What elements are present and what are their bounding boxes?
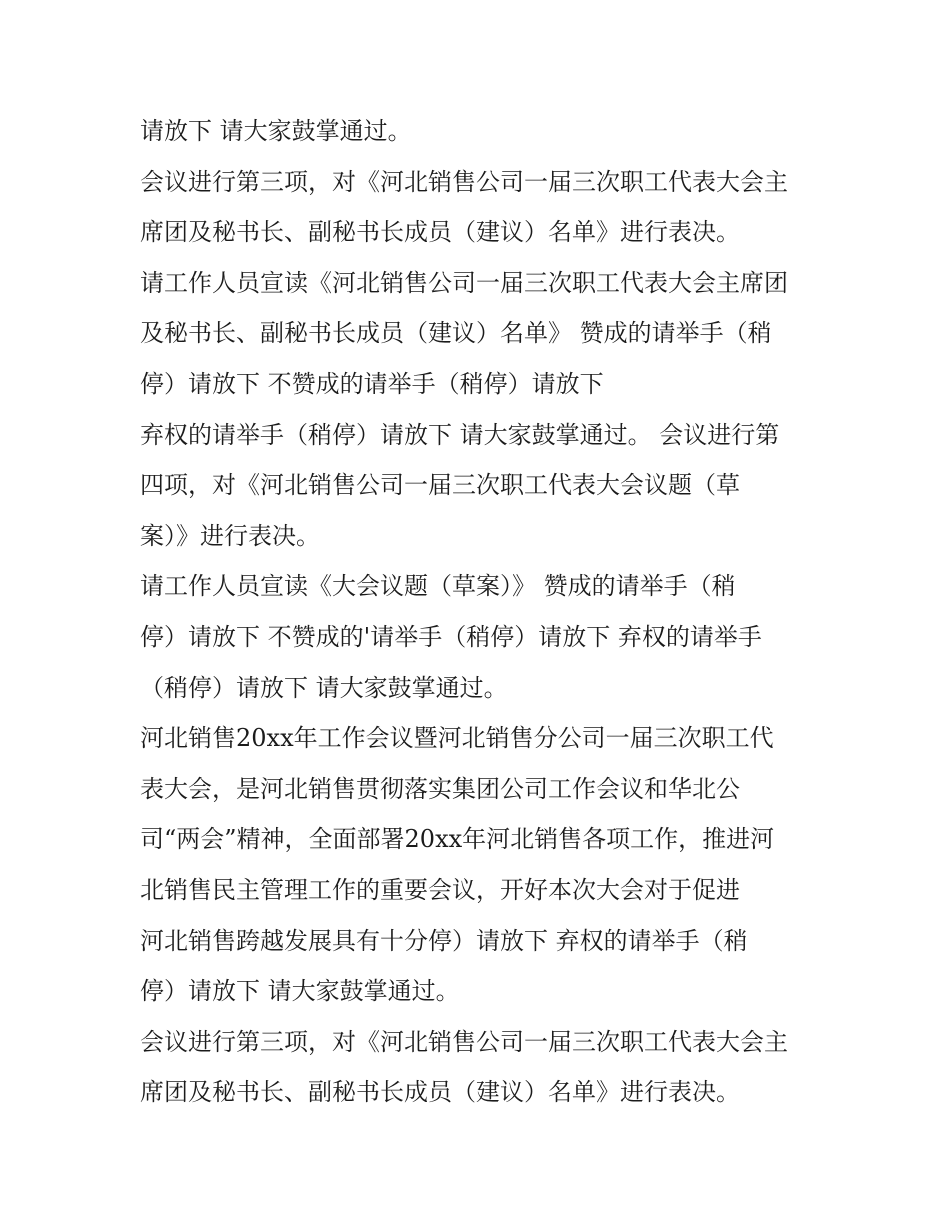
document-body xyxy=(140,106,830,1118)
text-line-17: 河北销售跨越发展具有十分停）请放下 弃权的请举手（稍 xyxy=(140,926,748,955)
text-line-18: 停）请放下 请大家鼓掌通过。 xyxy=(140,977,460,1006)
text-line-14: 表大会，是河北销售贯彻落实集团公司工作会议和华北公 xyxy=(140,774,740,803)
text-line-20: 席团及秘书长、副秘书长成员（建议）名单》进行表决。 xyxy=(140,1078,740,1107)
text-line-6: 停）请放下 不赞成的请举手（稍停）请放下 xyxy=(140,369,604,398)
text-line-10: 请工作人员宣读《大会议题（草案）》 赞成的请举手（稍 xyxy=(140,572,736,601)
text-line-16: 北销售民主管理工作的重要会议，开好本次大会对于促进 xyxy=(140,875,740,904)
text-line-11: 停）请放下 不赞成的'请举手（稍停）请放下 弃权的请举手 xyxy=(140,622,762,651)
text-line-19: 会议进行第三项，对《河北销售公司一届三次职工代表大会主 xyxy=(140,1027,788,1056)
text-line-5: 及秘书长、副秘书长成员（建议）名单》 赞成的请举手（稍 xyxy=(140,319,772,348)
text-line-9: 案）》进行表决。 xyxy=(140,521,320,550)
text-line-1: 请放下 请大家鼓掌通过。 xyxy=(140,117,412,145)
text-line-7: 弃权的请举手（稍停）请放下 请大家鼓掌通过。 会议进行第 xyxy=(140,420,780,449)
text-line-15: 司“两会”精神，全面部署20xx年河北销售各项工作，推进河 xyxy=(140,825,775,854)
text-line-3: 席团及秘书长、副秘书长成员（建议）名单》进行表决。 xyxy=(140,218,740,247)
text-line-2: 会议进行第三项，对《河北销售公司一届三次职工代表大会主 xyxy=(140,167,788,196)
text-line-13: 河北销售20xx年工作会议暨河北销售分公司一届三次职工代 xyxy=(140,724,774,753)
text-line-4: 请工作人员宣读《河北销售公司一届三次职工代表大会主席团 xyxy=(140,268,788,297)
text-line-8: 四项，对《河北销售公司一届三次职工代表大会议题（草 xyxy=(140,471,740,500)
text-line-12: （稍停）请放下 请大家鼓掌通过。 xyxy=(140,673,508,702)
